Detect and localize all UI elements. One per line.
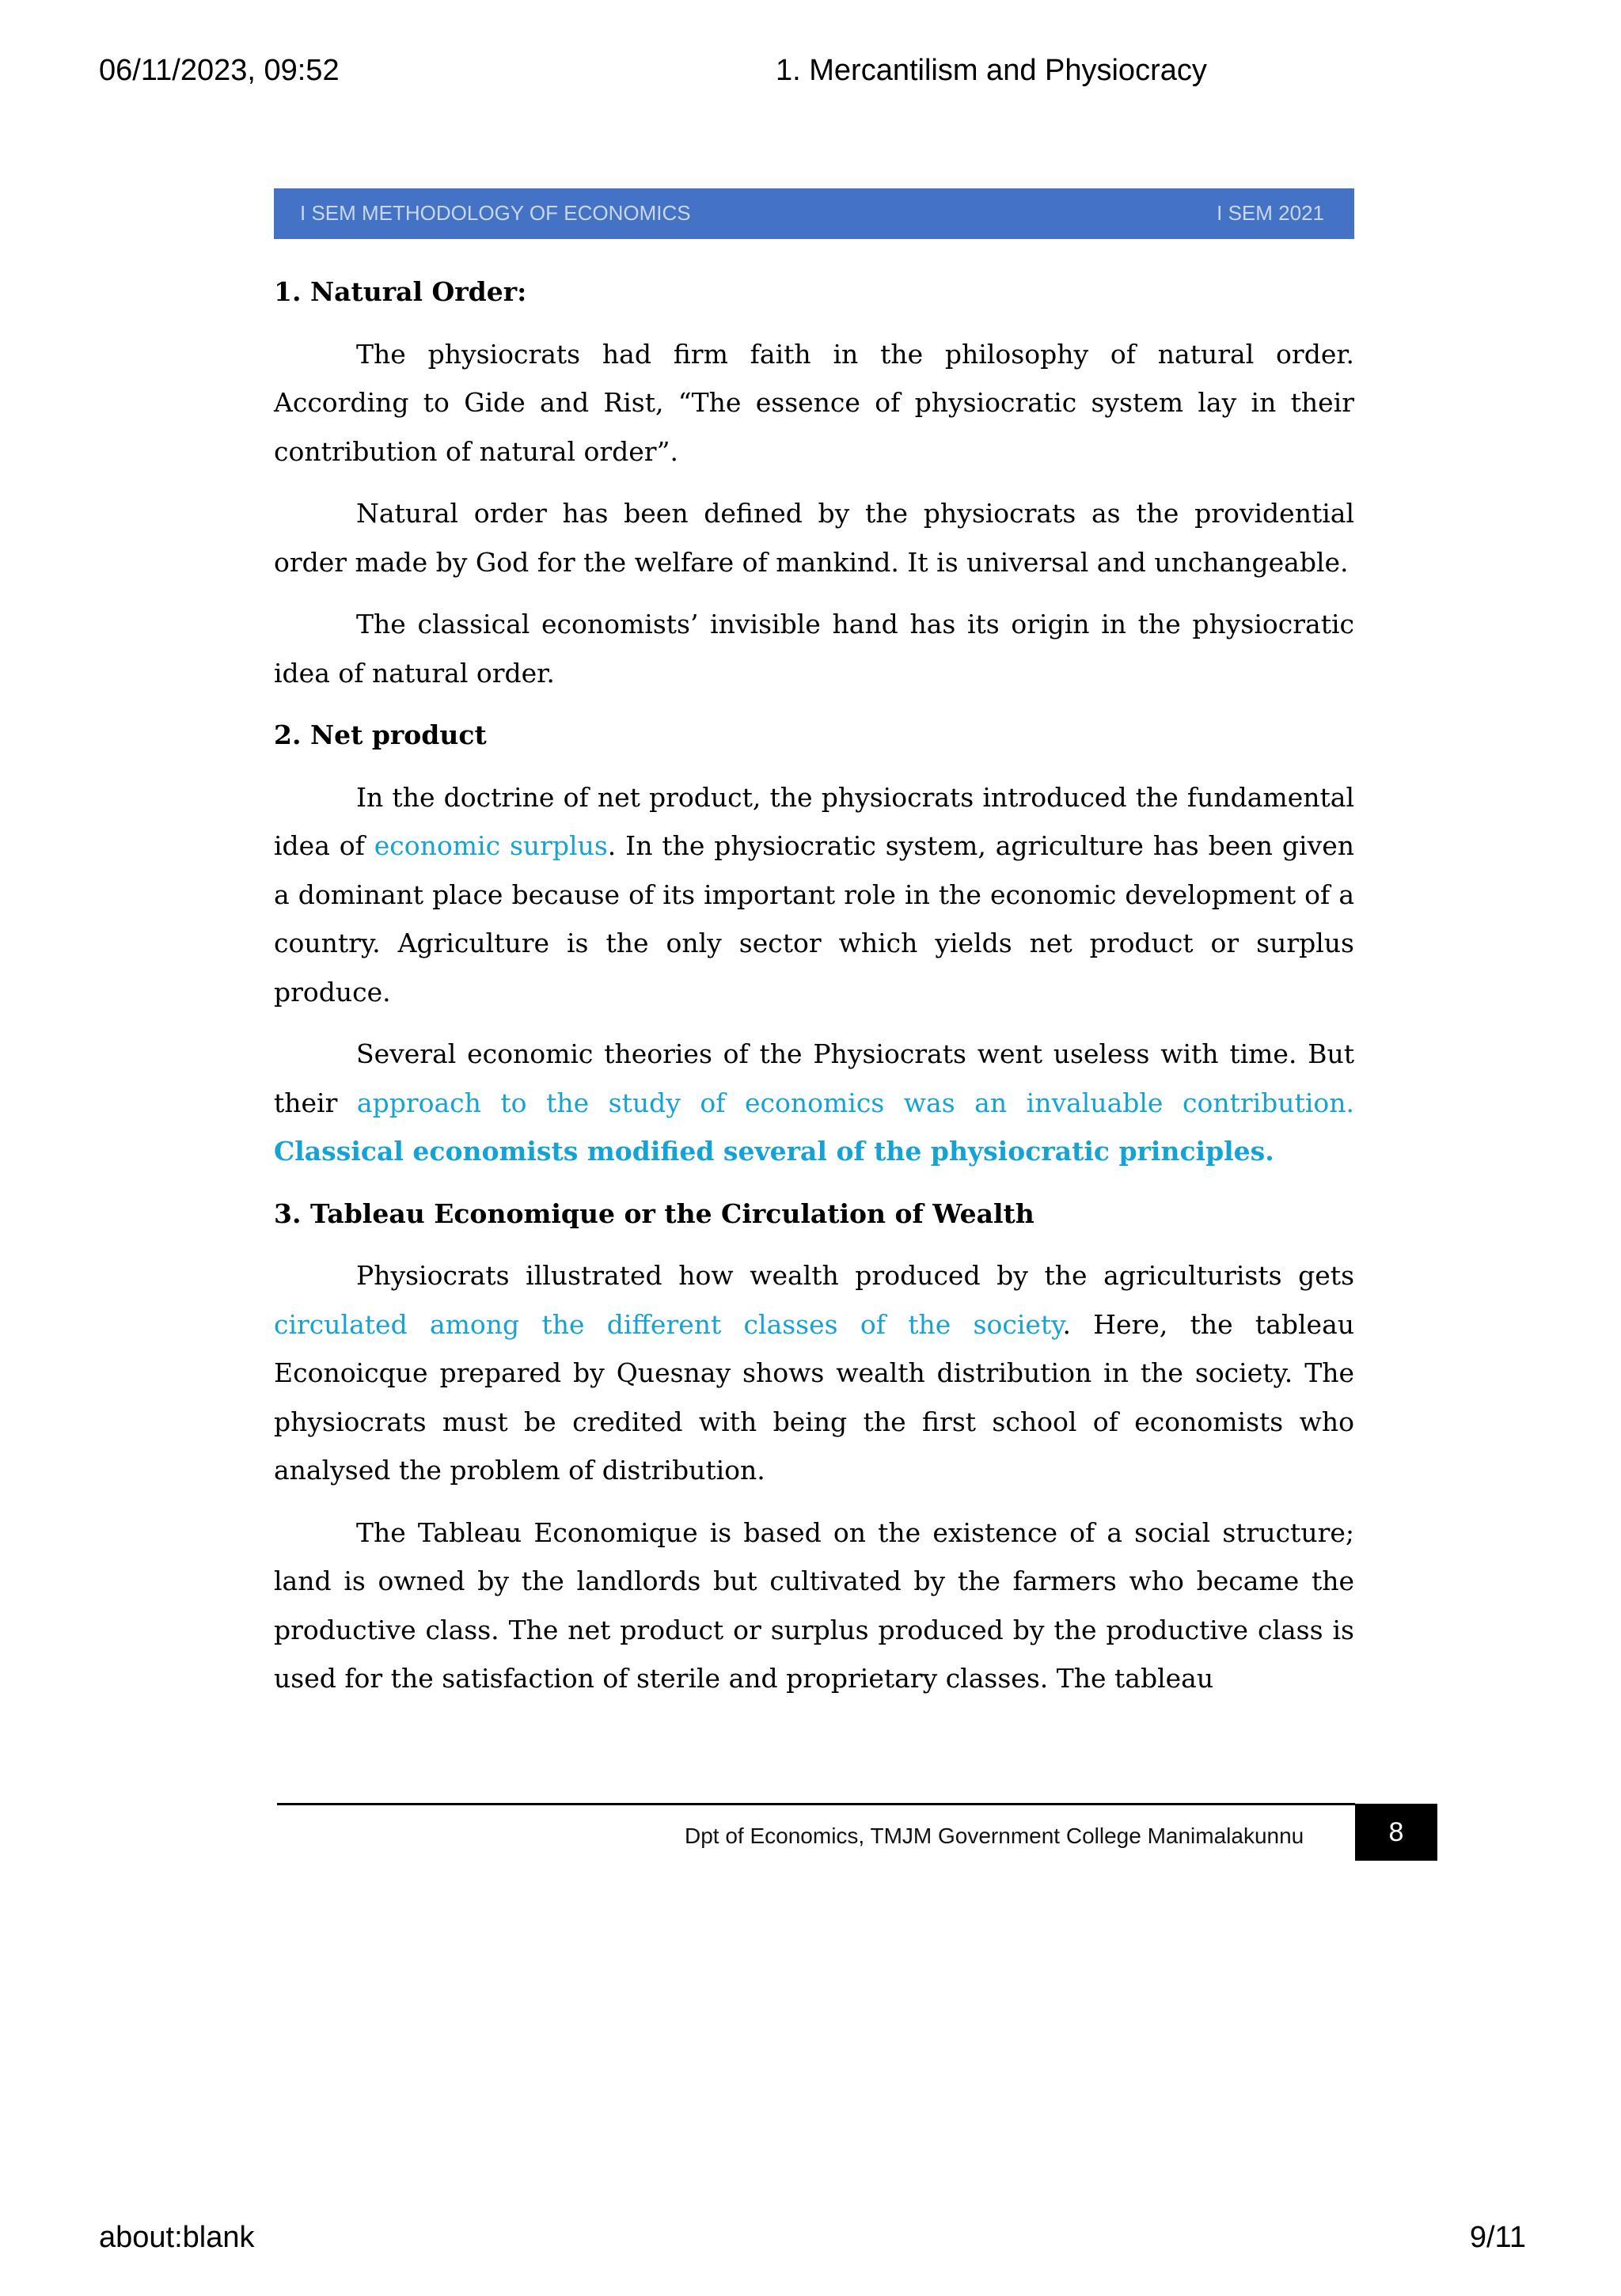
print-datetime: 06/11/2023, 09:52 [99, 54, 340, 87]
print-header [0, 54, 1621, 93]
print-footer [0, 2221, 1621, 2260]
print-document-title: 1. Mercantilism and Physiocracy [776, 54, 1207, 87]
print-page-count: 9/11 [1469, 2221, 1526, 2254]
text: . Here, the tableau Econoicque prepared by Quesnay shows wealth distribution in the society. The physiocrats must be credited with being the first school of economists who analysed the problem of distribution. [274, 1308, 1355, 1486]
footer-institution: Dpt of Economics, TMJM Government College Manimalakunnu [685, 1824, 1304, 1848]
running-header-banner [274, 188, 1354, 239]
section-heading-natural-order: 1. Natural Order: [274, 276, 527, 307]
paragraph: Natural order has been defined by the physiocrats as the providential order made by God for the welfare of mankind. It is universal and unchangeable. [274, 498, 1354, 578]
section-heading-tableau: 3. Tableau Economique or the Circulation of Wealth [274, 1197, 1034, 1229]
paragraph [274, 773, 1354, 1017]
link-circulated-among-classes[interactable]: circulated among the different classes of the society [274, 1308, 1063, 1340]
banner-course-title: I SEM METHODOLOGY OF ECONOMICS [300, 201, 691, 225]
link-approach-to-economics[interactable]: approach to the study of economics was an invaluable contribution. [356, 1087, 1354, 1118]
paragraph: The classical economists’ invisible hand has its origin in the physiocratic idea of natural order. [274, 609, 1354, 689]
page-number-box: 8 [1355, 1804, 1437, 1861]
section-heading-net-product: 2. Net product [274, 719, 487, 750]
paragraph: The Tableau Economique is based on the existence of a social structure; land is owned by the landlords but cultivated by the farmers who became the productive class. The net product or surplus produced by the productive class is used for the satisfaction of sterile and proprietary classes. The tableau [274, 1516, 1354, 1694]
text: In the doctrine of net product, the physiocrats introduced the fundamental idea of [274, 781, 1354, 861]
banner-semester: I SEM 2021 [1217, 201, 1324, 225]
link-economic-surplus[interactable]: economic surplus [374, 830, 608, 861]
footer-divider [277, 1803, 1355, 1805]
text: . In the physiocratic system, agriculture has been given a dominant place because of its important role in the economic development of a country. Agriculture is the only sector which yields net product or surplus produce. [274, 830, 1354, 1008]
paragraph [274, 1251, 1354, 1495]
document-body [274, 268, 1354, 1717]
link-classical-economists[interactable]: Classical economists modified several of the physiocratic principles. [274, 1136, 1274, 1167]
text: Physiocrats illustrated how wealth produced by the agriculturists gets [356, 1260, 1354, 1291]
paragraph [274, 1030, 1354, 1176]
paragraph: The physiocrats had firm faith in the philosophy of natural order. According to Gide and Rist, “The essence of physiocratic system lay in their contribution of natural order”. [274, 338, 1354, 467]
text: Several economic theories of the Physiocrats went useless with time. But their [274, 1038, 1354, 1118]
print-url: about:blank [99, 2221, 255, 2254]
